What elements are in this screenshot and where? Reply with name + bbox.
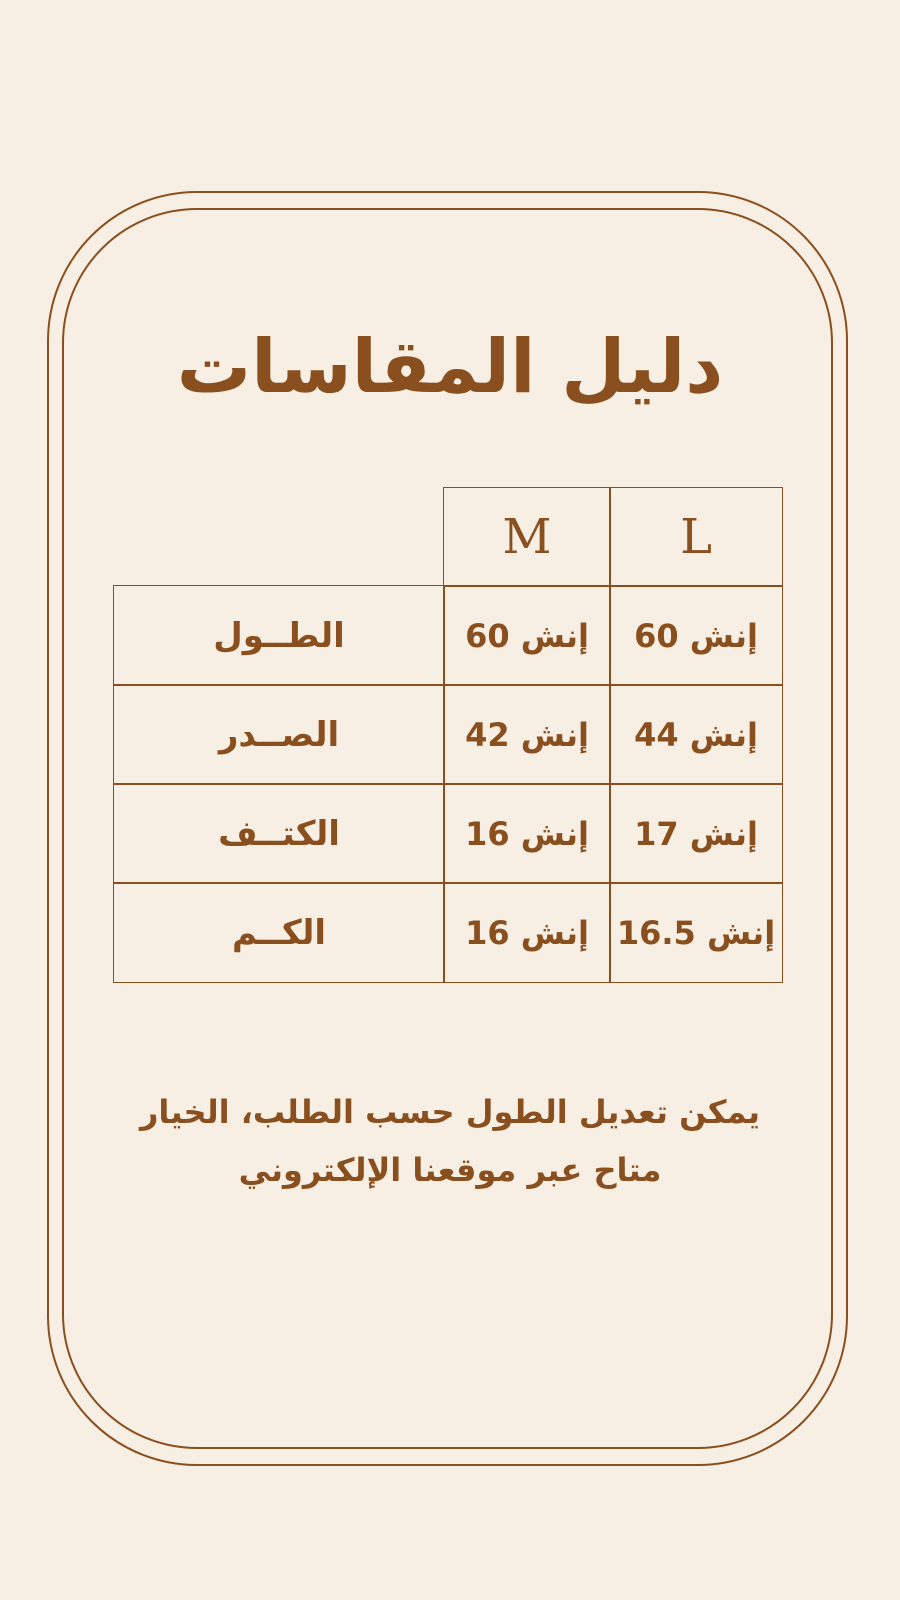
note-line-1: يمكن تعديل الطول حسب الطلب، الخيار: [140, 1093, 760, 1131]
table-cell-l: إنش 44: [609, 684, 783, 785]
row-label: الكتــف: [113, 783, 445, 884]
table-cell-l: إنش 60: [609, 585, 783, 686]
table-cell-l: إنش 16.5: [609, 882, 783, 983]
custom-length-note: [0, 1083, 900, 1199]
size-table: [113, 487, 783, 984]
row-label: الكــم: [113, 882, 445, 983]
row-label: الصــدر: [113, 684, 445, 785]
table-cell-m: إنش 60: [443, 585, 611, 686]
page-title: دليل المقاسات: [176, 324, 724, 410]
table-cell-m: إنش 16: [443, 882, 611, 983]
column-header-l: L: [609, 487, 783, 587]
table-cell-l: إنش 17: [609, 783, 783, 884]
column-header-m: M: [443, 487, 611, 587]
table-cell-m: إنش 42: [443, 684, 611, 785]
row-label: الطــول: [113, 585, 445, 686]
table-cell-m: إنش 16: [443, 783, 611, 884]
note-line-2: متاح عبر موقعنا الإلكتروني: [238, 1151, 662, 1189]
